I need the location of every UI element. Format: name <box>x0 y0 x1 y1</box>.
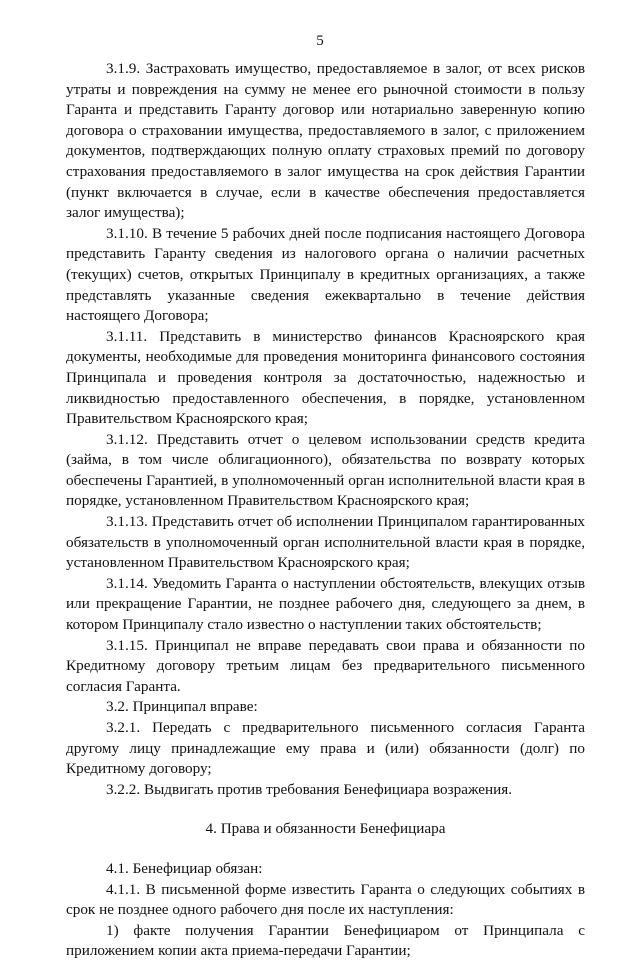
clause-3-1-13: 3.1.13. Представить отчет об исполнении Принципалом гарантированных обязательств в уполномоченный орган исполнительной власти края в порядке, установленном Правительством Красноярского края; <box>66 513 585 572</box>
clause-3-2: 3.2. Принципал вправе: <box>106 698 258 716</box>
clause-4-1: 4.1. Бенефициар обязан: <box>106 859 263 877</box>
clause-4-1-1-item-1: 1) факте получения Гарантии Бенефициаром от Принципала с приложением копии акта приема-передачи Гарантии; <box>66 921 585 960</box>
clause-3-2-1: 3.2.1. Передать с предварительного письменного согласия Гаранта другому лицу принадлежащие ему права и (или) обязанности (долг) по Кредитному договору; <box>66 719 585 778</box>
section-4-heading: 4. Права и обязанности Бенефициара <box>205 820 446 838</box>
clause-3-1-10: 3.1.10. В течение 5 рабочих дней после подписания настоящего Договора представить Гаранту сведения из налогового органа о наличии расчетных (текущих) счетов, открытых Принципалу в кредитных организациях, а также представлять указанные сведения ежеквартально в течение действия настоящего Договора; <box>66 224 585 325</box>
clause-3-1-14: 3.1.14. Уведомить Гаранта о наступлении обстоятельств, влекущих отзыв или прекращение Гарантии, не позднее рабочего дня, следующего за днем, в котором Принципалу стало известно о наступлении таких обстоятельств; <box>66 574 585 634</box>
clause-3-1-15: 3.1.15. Принципал не вправе передавать свои права и обязанности по Кредитному договору третьим лицам без предварительного письменного согласия Гаранта. <box>66 636 585 695</box>
clause-3-1-9: 3.1.9. Застраховать имущество, предоставляемое в залог, от всех рисков утраты и повреждения на сумму не менее его рыночной стоимости в пользу Гаранта и представить Гаранту договор или нотариально заверенную копию договора о страховании имущества, предоставляемого в залог, с приложением документов, подтверждающих полную оплату страховых премий по договору страхования предоставляемого в залог имущества на срок действия Гарантии (пункт включается в случае, если в качестве обеспечения предоставляется залог имущества); <box>66 60 585 222</box>
clause-4-1-1: 4.1.1. В письменной форме известить Гаранта о следующих событиях в срок не позднее одного рабочего дня после их наступления: <box>66 880 585 919</box>
clause-3-1-12: 3.1.12. Представить отчет о целевом использовании средств кредита (займа, в том числе облигационного), обязательства по возврату которых обеспечены Гарантией, в уполномоченный орган исполнительной власти края в порядке, установленном Правительством Красноярского края; <box>66 430 585 510</box>
page-number: 5 <box>316 33 324 49</box>
clause-3-1-11: 3.1.11. Представить в министерство финансов Красноярского края документы, необходимые для проведения мониторинга финансового состояния Принципала и проведения контроля за достаточностью, надежностью и ликвидностью предоставленного обеспечения, в порядке, установленном Правительством Красноярского края; <box>66 327 585 428</box>
clause-3-2-2: 3.2.2. Выдвигать против требования Бенефициара возражения. <box>106 780 513 798</box>
document-body <box>66 59 585 962</box>
